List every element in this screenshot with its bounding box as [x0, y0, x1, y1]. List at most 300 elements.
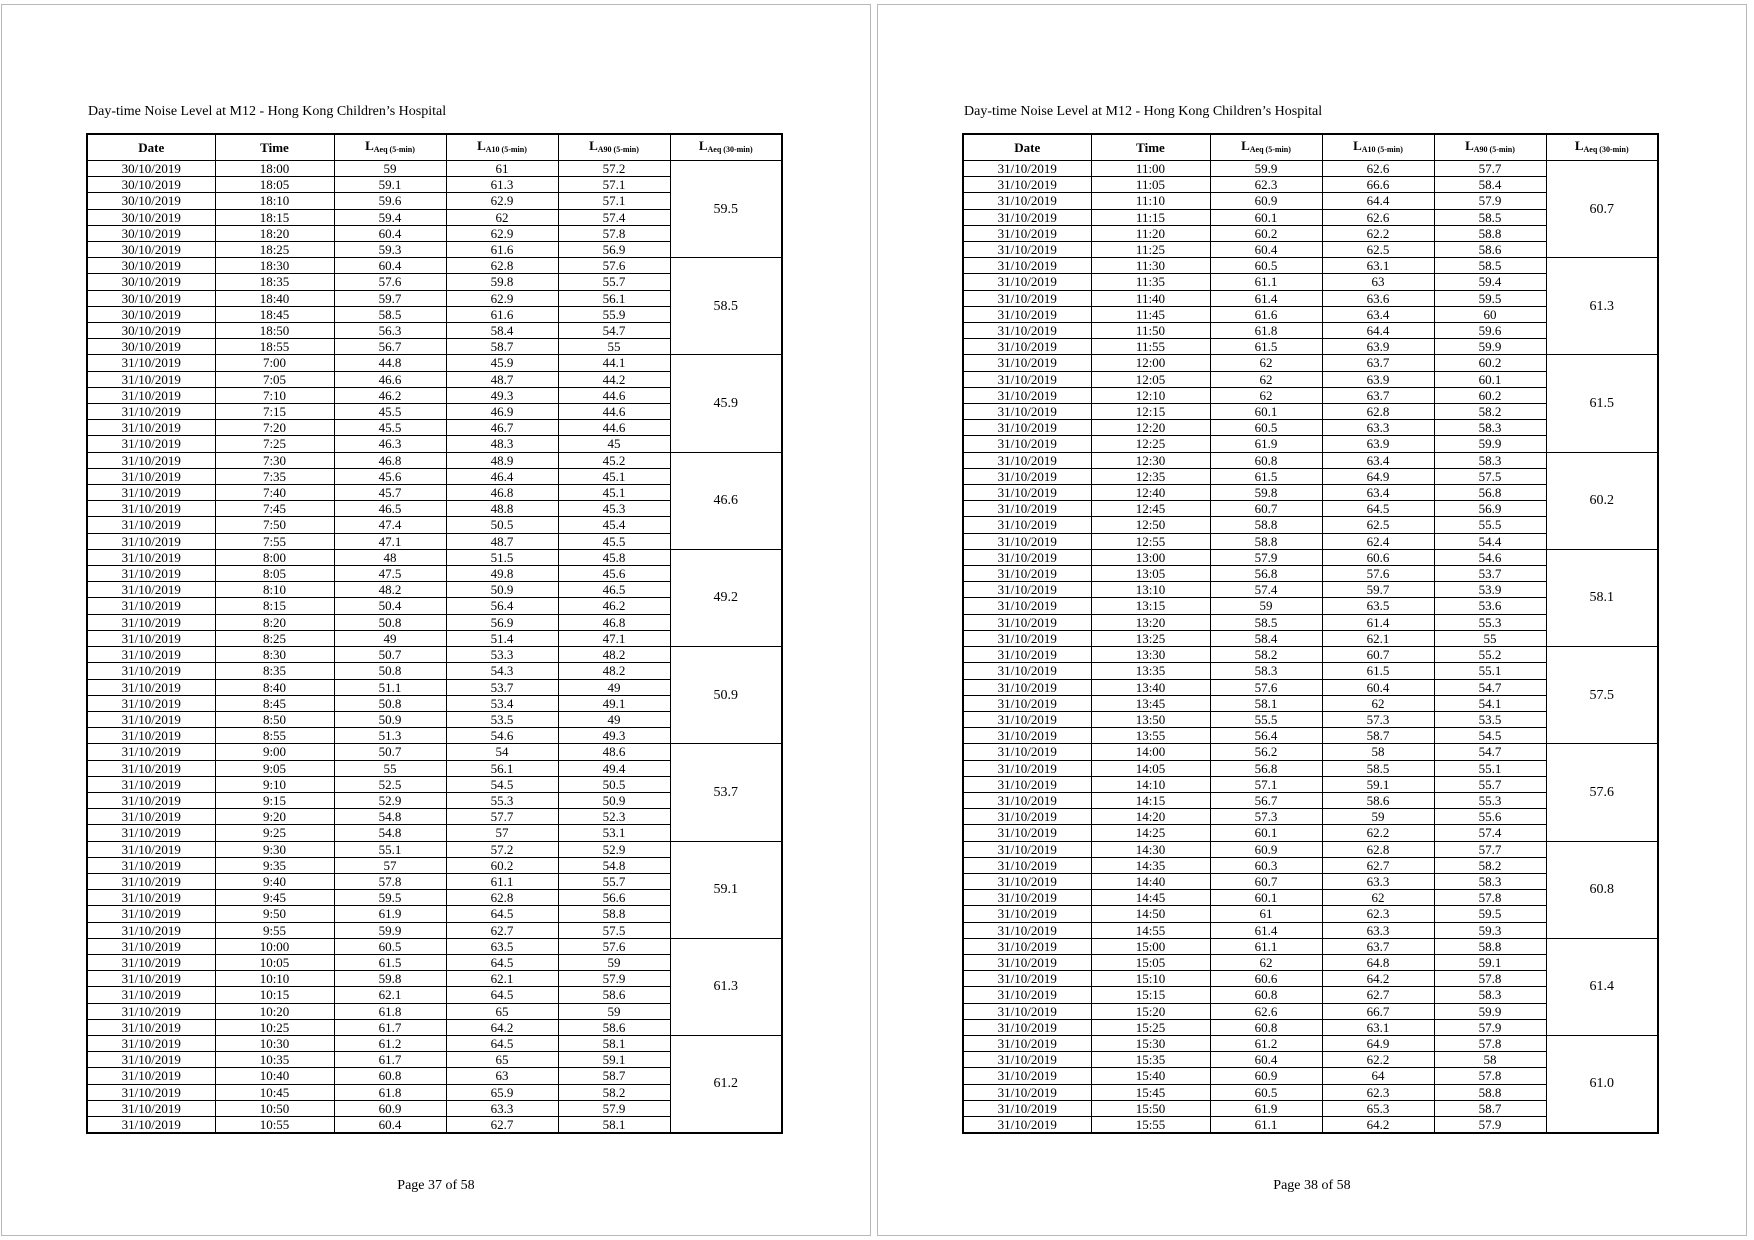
laeq-5min-cell: 59.7: [334, 290, 446, 306]
laeq-5min-cell: 57.6: [1210, 679, 1322, 695]
column-header-time: Time: [1091, 134, 1210, 161]
laeq-5min-cell: 61.9: [1210, 436, 1322, 452]
la90-5min-cell: 58.2: [558, 1084, 670, 1100]
la10-5min-cell: 63.7: [1322, 387, 1434, 403]
time-cell: 8:40: [215, 679, 334, 695]
la90-5min-cell: 48.2: [558, 663, 670, 679]
date-cell: 30/10/2019: [87, 209, 215, 225]
laeq-5min-cell: 57.6: [334, 274, 446, 290]
time-cell: 10:55: [215, 1116, 334, 1133]
la90-5min-cell: 53.9: [1434, 582, 1546, 598]
time-cell: 15:05: [1091, 954, 1210, 970]
time-cell: 7:25: [215, 436, 334, 452]
la10-5min-cell: 57.3: [1322, 711, 1434, 727]
time-cell: 9:15: [215, 792, 334, 808]
laeq-30min-cell: 57.5: [1546, 647, 1658, 744]
la90-5min-cell: 54.7: [1434, 744, 1546, 760]
la90-5min-cell: 56.9: [558, 242, 670, 258]
column-header-date: Date: [87, 134, 215, 161]
laeq-5min-cell: 60.7: [1210, 501, 1322, 517]
date-cell: 31/10/2019: [963, 517, 1091, 533]
date-cell: 31/10/2019: [87, 485, 215, 501]
laeq-5min-cell: 57.4: [1210, 582, 1322, 598]
laeq-5min-cell: 60.9: [1210, 193, 1322, 209]
time-cell: 13:45: [1091, 695, 1210, 711]
la90-5min-cell: 45.1: [558, 468, 670, 484]
column-header-laeq-5min: $L_{Aeq (5-min)}$: [1210, 134, 1322, 161]
la90-5min-cell: 56.8: [1434, 485, 1546, 501]
la10-5min-cell: 61.5: [1322, 663, 1434, 679]
la90-5min-cell: 55.6: [1434, 809, 1546, 825]
column-header-la10-5min: $L_{A10 (5-min)}$: [1322, 134, 1434, 161]
la10-5min-cell: 64: [1322, 1068, 1434, 1084]
la10-5min-cell: 63.3: [1322, 873, 1434, 889]
time-cell: 9:10: [215, 776, 334, 792]
laeq-5min-cell: 58.3: [1210, 663, 1322, 679]
la10-5min-cell: 61.1: [446, 873, 558, 889]
date-cell: 31/10/2019: [963, 630, 1091, 646]
laeq-5min-cell: 51.1: [334, 679, 446, 695]
date-cell: 31/10/2019: [87, 371, 215, 387]
table-row: [87, 452, 782, 468]
la90-5min-cell: 58.1: [558, 1116, 670, 1133]
la90-5min-cell: 57.2: [558, 161, 670, 177]
laeq-5min-cell: 60.8: [334, 1068, 446, 1084]
la90-5min-cell: 44.2: [558, 371, 670, 387]
date-cell: 30/10/2019: [87, 161, 215, 177]
column-header-la90-5min: $L_{A90 (5-min)}$: [1434, 134, 1546, 161]
la90-5min-cell: 58.8: [1434, 225, 1546, 241]
time-cell: 9:30: [215, 841, 334, 857]
time-cell: 18:50: [215, 323, 334, 339]
time-cell: 7:30: [215, 452, 334, 468]
date-cell: 31/10/2019: [87, 1052, 215, 1068]
laeq-5min-cell: 61.1: [1210, 274, 1322, 290]
page-title: Day-time Noise Level at M12 - Hong Kong Children’s Hospital: [964, 104, 1323, 119]
date-cell: 31/10/2019: [963, 371, 1091, 387]
la90-5min-cell: 48.2: [558, 647, 670, 663]
laeq-5min-cell: 59.6: [334, 193, 446, 209]
la90-5min-cell: 55.3: [1434, 614, 1546, 630]
time-cell: 13:35: [1091, 663, 1210, 679]
laeq-5min-cell: 61.1: [1210, 938, 1322, 954]
la90-5min-cell: 57.9: [1434, 193, 1546, 209]
date-cell: 31/10/2019: [963, 161, 1091, 177]
la10-5min-cell: 63.9: [1322, 371, 1434, 387]
la90-5min-cell: 49.1: [558, 695, 670, 711]
laeq-5min-cell: 51.3: [334, 728, 446, 744]
la10-5min-cell: 62.3: [1322, 1084, 1434, 1100]
date-cell: 31/10/2019: [963, 177, 1091, 193]
date-cell: 30/10/2019: [87, 258, 215, 274]
date-cell: 31/10/2019: [87, 906, 215, 922]
time-cell: 7:20: [215, 420, 334, 436]
date-cell: 31/10/2019: [87, 436, 215, 452]
la90-5min-cell: 58.3: [1434, 452, 1546, 468]
date-cell: 31/10/2019: [87, 1116, 215, 1133]
la10-5min-cell: 58: [1322, 744, 1434, 760]
time-cell: 7:10: [215, 387, 334, 403]
laeq-5min-cell: 60.1: [1210, 890, 1322, 906]
la90-5min-cell: 57.9: [1434, 1019, 1546, 1035]
la90-5min-cell: 44.1: [558, 355, 670, 371]
date-cell: 31/10/2019: [963, 274, 1091, 290]
la10-5min-cell: 46.9: [446, 404, 558, 420]
la90-5min-cell: 57.5: [558, 922, 670, 938]
time-cell: 7:35: [215, 468, 334, 484]
la90-5min-cell: 55.7: [1434, 776, 1546, 792]
date-cell: 31/10/2019: [87, 728, 215, 744]
laeq-5min-cell: 61.6: [1210, 306, 1322, 322]
date-cell: 31/10/2019: [87, 1019, 215, 1035]
time-cell: 7:40: [215, 485, 334, 501]
la90-5min-cell: 55: [1434, 630, 1546, 646]
laeq-5min-cell: 60.4: [334, 258, 446, 274]
time-cell: 13:05: [1091, 566, 1210, 582]
table-row: [963, 938, 1658, 954]
la10-5min-cell: 62.8: [446, 890, 558, 906]
la10-5min-cell: 51.5: [446, 549, 558, 565]
la90-5min-cell: 46.2: [558, 598, 670, 614]
time-cell: 18:05: [215, 177, 334, 193]
laeq-30min-cell: 60.2: [1546, 452, 1658, 549]
la10-5min-cell: 62.2: [1322, 825, 1434, 841]
time-cell: 10:00: [215, 938, 334, 954]
time-cell: 11:30: [1091, 258, 1210, 274]
laeq-5min-cell: 57.1: [1210, 776, 1322, 792]
laeq-30min-cell: 61.3: [1546, 258, 1658, 355]
laeq-5min-cell: 61.5: [1210, 339, 1322, 355]
laeq-5min-cell: 61.4: [1210, 290, 1322, 306]
time-cell: 13:10: [1091, 582, 1210, 598]
la90-5min-cell: 55.9: [558, 306, 670, 322]
column-header-laeq-30min: $L_{Aeq (30-min)}$: [1546, 134, 1658, 161]
la10-5min-cell: 64.9: [1322, 468, 1434, 484]
laeq-5min-cell: 60.2: [1210, 225, 1322, 241]
date-cell: 31/10/2019: [963, 1003, 1091, 1019]
date-cell: 31/10/2019: [87, 841, 215, 857]
time-cell: 14:05: [1091, 760, 1210, 776]
la10-5min-cell: 62.1: [446, 971, 558, 987]
la90-5min-cell: 59.4: [1434, 274, 1546, 290]
time-cell: 9:00: [215, 744, 334, 760]
la10-5min-cell: 62.2: [1322, 1052, 1434, 1068]
date-cell: 31/10/2019: [963, 890, 1091, 906]
la90-5min-cell: 57.9: [1434, 1116, 1546, 1133]
la90-5min-cell: 57.4: [1434, 825, 1546, 841]
laeq-5min-cell: 60.4: [1210, 242, 1322, 258]
date-cell: 30/10/2019: [87, 339, 215, 355]
laeq-5min-cell: 44.8: [334, 355, 446, 371]
la90-5min-cell: 58.8: [558, 906, 670, 922]
time-cell: 7:05: [215, 371, 334, 387]
laeq-5min-cell: 59.5: [334, 890, 446, 906]
la90-5min-cell: 57.8: [1434, 1068, 1546, 1084]
laeq-5min-cell: 50.7: [334, 744, 446, 760]
date-cell: 31/10/2019: [963, 1019, 1091, 1035]
la90-5min-cell: 57.8: [1434, 890, 1546, 906]
date-cell: 31/10/2019: [87, 387, 215, 403]
la10-5min-cell: 63.9: [1322, 436, 1434, 452]
la10-5min-cell: 62: [1322, 890, 1434, 906]
la90-5min-cell: 58.1: [558, 1035, 670, 1051]
laeq-5min-cell: 61.2: [1210, 1035, 1322, 1051]
la10-5min-cell: 59: [1322, 809, 1434, 825]
la10-5min-cell: 50.9: [446, 582, 558, 598]
date-cell: 31/10/2019: [963, 711, 1091, 727]
date-cell: 31/10/2019: [87, 825, 215, 841]
la10-5min-cell: 60.4: [1322, 679, 1434, 695]
date-cell: 31/10/2019: [87, 679, 215, 695]
column-header-time: Time: [215, 134, 334, 161]
la10-5min-cell: 63.6: [1322, 290, 1434, 306]
date-cell: 31/10/2019: [87, 890, 215, 906]
laeq-5min-cell: 59.3: [334, 242, 446, 258]
time-cell: 12:50: [1091, 517, 1210, 533]
table-row: [87, 549, 782, 565]
time-cell: 9:50: [215, 906, 334, 922]
time-cell: 14:10: [1091, 776, 1210, 792]
laeq-5min-cell: 57.8: [334, 873, 446, 889]
date-cell: 31/10/2019: [87, 760, 215, 776]
date-cell: 31/10/2019: [963, 792, 1091, 808]
time-cell: 12:30: [1091, 452, 1210, 468]
date-cell: 31/10/2019: [963, 809, 1091, 825]
la90-5min-cell: 59.5: [1434, 906, 1546, 922]
la90-5min-cell: 58.3: [1434, 987, 1546, 1003]
laeq-5min-cell: 59: [334, 161, 446, 177]
time-cell: 8:50: [215, 711, 334, 727]
time-cell: 12:40: [1091, 485, 1210, 501]
laeq-5min-cell: 58.8: [1210, 533, 1322, 549]
date-cell: 30/10/2019: [87, 225, 215, 241]
la90-5min-cell: 57.9: [558, 1100, 670, 1116]
time-cell: 14:15: [1091, 792, 1210, 808]
table-header-row: [963, 134, 1658, 161]
date-cell: 31/10/2019: [963, 857, 1091, 873]
la10-5min-cell: 62.7: [1322, 987, 1434, 1003]
laeq-5min-cell: 62: [1210, 355, 1322, 371]
time-cell: 10:45: [215, 1084, 334, 1100]
time-cell: 14:55: [1091, 922, 1210, 938]
la90-5min-cell: 59.9: [1434, 1003, 1546, 1019]
time-cell: 13:20: [1091, 614, 1210, 630]
time-cell: 11:45: [1091, 306, 1210, 322]
date-cell: 30/10/2019: [87, 274, 215, 290]
la90-5min-cell: 55.1: [1434, 663, 1546, 679]
la90-5min-cell: 49: [558, 679, 670, 695]
laeq-5min-cell: 45.7: [334, 485, 446, 501]
date-cell: 30/10/2019: [87, 306, 215, 322]
time-cell: 15:40: [1091, 1068, 1210, 1084]
date-cell: 31/10/2019: [87, 647, 215, 663]
time-cell: 18:00: [215, 161, 334, 177]
la90-5min-cell: 45.2: [558, 452, 670, 468]
la90-5min-cell: 57.6: [558, 258, 670, 274]
time-cell: 8:05: [215, 566, 334, 582]
column-header-la10-5min: $L_{A10 (5-min)}$: [446, 134, 558, 161]
date-cell: 31/10/2019: [963, 760, 1091, 776]
time-cell: 11:25: [1091, 242, 1210, 258]
la10-5min-cell: 64.2: [1322, 971, 1434, 987]
time-cell: 7:55: [215, 533, 334, 549]
date-cell: 31/10/2019: [963, 452, 1091, 468]
date-cell: 31/10/2019: [87, 549, 215, 565]
laeq-5min-cell: 46.3: [334, 436, 446, 452]
date-cell: 31/10/2019: [87, 1035, 215, 1051]
la10-5min-cell: 56.4: [446, 598, 558, 614]
la10-5min-cell: 64.8: [1322, 954, 1434, 970]
time-cell: 14:35: [1091, 857, 1210, 873]
la90-5min-cell: 44.6: [558, 387, 670, 403]
la10-5min-cell: 62.8: [446, 258, 558, 274]
time-cell: 14:25: [1091, 825, 1210, 841]
la10-5min-cell: 64.5: [446, 1035, 558, 1051]
la10-5min-cell: 57.2: [446, 841, 558, 857]
la90-5min-cell: 57.8: [558, 225, 670, 241]
la90-5min-cell: 53.6: [1434, 598, 1546, 614]
time-cell: 10:50: [215, 1100, 334, 1116]
date-cell: 31/10/2019: [963, 404, 1091, 420]
laeq-5min-cell: 61.5: [1210, 468, 1322, 484]
time-cell: 18:25: [215, 242, 334, 258]
la10-5min-cell: 45.9: [446, 355, 558, 371]
la10-5min-cell: 62.5: [1322, 517, 1434, 533]
time-cell: 12:10: [1091, 387, 1210, 403]
la90-5min-cell: 60.1: [1434, 371, 1546, 387]
la10-5min-cell: 57.6: [1322, 566, 1434, 582]
laeq-30min-cell: 61.4: [1546, 938, 1658, 1035]
la10-5min-cell: 49.3: [446, 387, 558, 403]
date-cell: 31/10/2019: [963, 1068, 1091, 1084]
la10-5min-cell: 62.6: [1322, 209, 1434, 225]
time-cell: 13:40: [1091, 679, 1210, 695]
date-cell: 31/10/2019: [87, 582, 215, 598]
la10-5min-cell: 65.9: [446, 1084, 558, 1100]
la10-5min-cell: 64.5: [1322, 501, 1434, 517]
la90-5min-cell: 59.3: [1434, 922, 1546, 938]
date-cell: 31/10/2019: [963, 582, 1091, 598]
date-cell: 31/10/2019: [963, 420, 1091, 436]
date-cell: 31/10/2019: [963, 1116, 1091, 1133]
la10-5min-cell: 63.3: [446, 1100, 558, 1116]
laeq-30min-cell: 61.0: [1546, 1035, 1658, 1133]
time-cell: 11:10: [1091, 193, 1210, 209]
laeq-5min-cell: 52.9: [334, 792, 446, 808]
date-cell: 31/10/2019: [963, 549, 1091, 565]
laeq-5min-cell: 59.4: [334, 209, 446, 225]
laeq-5min-cell: 57.9: [1210, 549, 1322, 565]
time-cell: 12:20: [1091, 420, 1210, 436]
la10-5min-cell: 55.3: [446, 792, 558, 808]
la90-5min-cell: 58.2: [1434, 404, 1546, 420]
table-header-row: [87, 134, 782, 161]
table-row: [87, 161, 782, 177]
la10-5min-cell: 63.1: [1322, 1019, 1434, 1035]
la10-5min-cell: 48.3: [446, 436, 558, 452]
la10-5min-cell: 54.3: [446, 663, 558, 679]
laeq-5min-cell: 54.8: [334, 809, 446, 825]
la90-5min-cell: 45.4: [558, 517, 670, 533]
date-cell: 30/10/2019: [87, 177, 215, 193]
laeq-5min-cell: 56.8: [1210, 566, 1322, 582]
la90-5min-cell: 57.6: [558, 938, 670, 954]
la10-5min-cell: 64.5: [446, 954, 558, 970]
time-cell: 7:45: [215, 501, 334, 517]
la90-5min-cell: 57.9: [558, 971, 670, 987]
la90-5min-cell: 58.3: [1434, 873, 1546, 889]
la10-5min-cell: 63.4: [1322, 485, 1434, 501]
la10-5min-cell: 64.5: [446, 987, 558, 1003]
date-cell: 31/10/2019: [87, 922, 215, 938]
time-cell: 11:40: [1091, 290, 1210, 306]
la10-5min-cell: 59.1: [1322, 776, 1434, 792]
time-cell: 15:55: [1091, 1116, 1210, 1133]
la90-5min-cell: 45.1: [558, 485, 670, 501]
la10-5min-cell: 46.4: [446, 468, 558, 484]
date-cell: 31/10/2019: [963, 1100, 1091, 1116]
la10-5min-cell: 62.9: [446, 290, 558, 306]
time-cell: 11:20: [1091, 225, 1210, 241]
laeq-5min-cell: 47.5: [334, 566, 446, 582]
time-cell: 14:00: [1091, 744, 1210, 760]
time-cell: 13:25: [1091, 630, 1210, 646]
laeq-5min-cell: 60.5: [1210, 258, 1322, 274]
la10-5min-cell: 56.9: [446, 614, 558, 630]
laeq-5min-cell: 59.9: [334, 922, 446, 938]
laeq-30min-cell: 49.2: [670, 549, 782, 646]
la90-5min-cell: 49: [558, 711, 670, 727]
time-cell: 15:45: [1091, 1084, 1210, 1100]
la90-5min-cell: 58.5: [1434, 209, 1546, 225]
time-cell: 10:30: [215, 1035, 334, 1051]
laeq-5min-cell: 50.8: [334, 614, 446, 630]
time-cell: 10:20: [215, 1003, 334, 1019]
la90-5min-cell: 54.8: [558, 857, 670, 873]
la10-5min-cell: 54: [446, 744, 558, 760]
table-row: [963, 1035, 1658, 1051]
laeq-5min-cell: 59.9: [1210, 161, 1322, 177]
time-cell: 12:05: [1091, 371, 1210, 387]
laeq-5min-cell: 62.1: [334, 987, 446, 1003]
table-row: [963, 549, 1658, 565]
time-cell: 13:00: [1091, 549, 1210, 565]
time-cell: 8:30: [215, 647, 334, 663]
date-cell: 31/10/2019: [963, 242, 1091, 258]
date-cell: 31/10/2019: [963, 938, 1091, 954]
laeq-5min-cell: 54.8: [334, 825, 446, 841]
la90-5min-cell: 58.8: [1434, 938, 1546, 954]
laeq-5min-cell: 59.1: [334, 177, 446, 193]
laeq-5min-cell: 61.7: [334, 1052, 446, 1068]
date-cell: 31/10/2019: [963, 1084, 1091, 1100]
date-cell: 31/10/2019: [963, 258, 1091, 274]
time-cell: 9:40: [215, 873, 334, 889]
laeq-5min-cell: 56.8: [1210, 760, 1322, 776]
laeq-5min-cell: 62: [1210, 371, 1322, 387]
laeq-30min-cell: 61.5: [1546, 355, 1658, 452]
la10-5min-cell: 63.9: [1322, 339, 1434, 355]
date-cell: 31/10/2019: [963, 744, 1091, 760]
la90-5min-cell: 55.2: [1434, 647, 1546, 663]
la90-5min-cell: 54.4: [1434, 533, 1546, 549]
la90-5min-cell: 56.1: [558, 290, 670, 306]
date-cell: 31/10/2019: [963, 323, 1091, 339]
column-header-laeq-5min: $L_{Aeq (5-min)}$: [334, 134, 446, 161]
la90-5min-cell: 54.5: [1434, 728, 1546, 744]
time-cell: 7:00: [215, 355, 334, 371]
time-cell: 10:10: [215, 971, 334, 987]
